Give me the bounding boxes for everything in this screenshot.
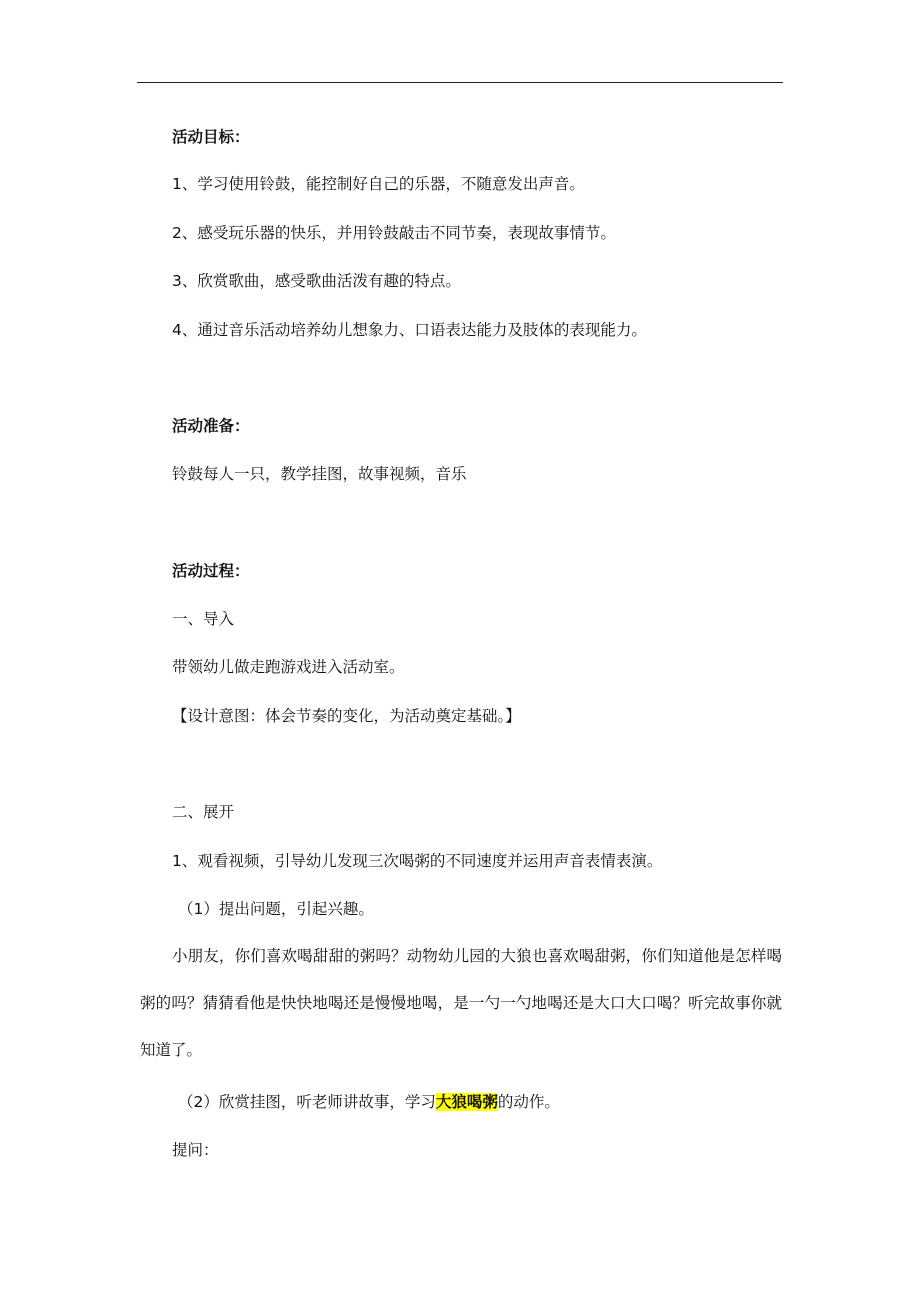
goal-item-1: 1、学习使用铃鼓，能控制好自己的乐器，不随意发出声音。 bbox=[172, 175, 585, 193]
intro-text: 带领幼儿做走跑游戏进入活动室。 bbox=[172, 658, 405, 676]
sub-2-prefix: （2）欣赏挂图，听老师讲故事，学习 bbox=[178, 1093, 436, 1111]
header-rule bbox=[137, 82, 783, 83]
goal-item-3: 3、欣赏歌曲，感受歌曲活泼有趣的特点。 bbox=[172, 272, 461, 290]
develop-sub-2 bbox=[178, 1092, 560, 1112]
intro-title: 一、导入 bbox=[172, 610, 235, 628]
design-intent: 【设计意图：体会节奏的变化，为活动奠定基础。】 bbox=[172, 707, 521, 725]
goal-item-4: 4、通过音乐活动培养幼儿想象力、口语表达能力及肢体的表现能力。 bbox=[172, 321, 647, 339]
develop-step-1: 1、观看视频，引导幼儿发现三次喝粥的不同速度并运用声音表情表演。 bbox=[172, 852, 663, 870]
develop-title: 二、展开 bbox=[172, 803, 235, 821]
preparation-text: 铃鼓每人一只，教学挂图，故事视频，音乐 bbox=[172, 465, 467, 483]
highlight-text: 大狼喝粥 bbox=[435, 1093, 498, 1111]
sub-2-suffix: 的动作。 bbox=[497, 1093, 560, 1111]
story-paragraph: 小朋友，你们喜欢喝甜甜的粥吗？动物幼儿园的大狼也喜欢喝甜粥，你们知道他是怎样喝粥的吗？猜猜看他是快快地喝还是慢慢地喝，是一勺一勺地喝还是大口大口喝？听完故事你就知道了。 bbox=[140, 947, 782, 1059]
preparation-heading: 活动准备： bbox=[172, 417, 250, 435]
goals-heading: 活动目标： bbox=[172, 128, 250, 146]
develop-sub-1: （1）提出问题，引起兴趣。 bbox=[178, 900, 374, 918]
question-label: 提问： bbox=[172, 1141, 219, 1159]
goal-item-2: 2、感受玩乐器的快乐，并用铃鼓敲击不同节奏，表现故事情节。 bbox=[172, 224, 616, 242]
process-heading: 活动过程： bbox=[172, 562, 250, 580]
